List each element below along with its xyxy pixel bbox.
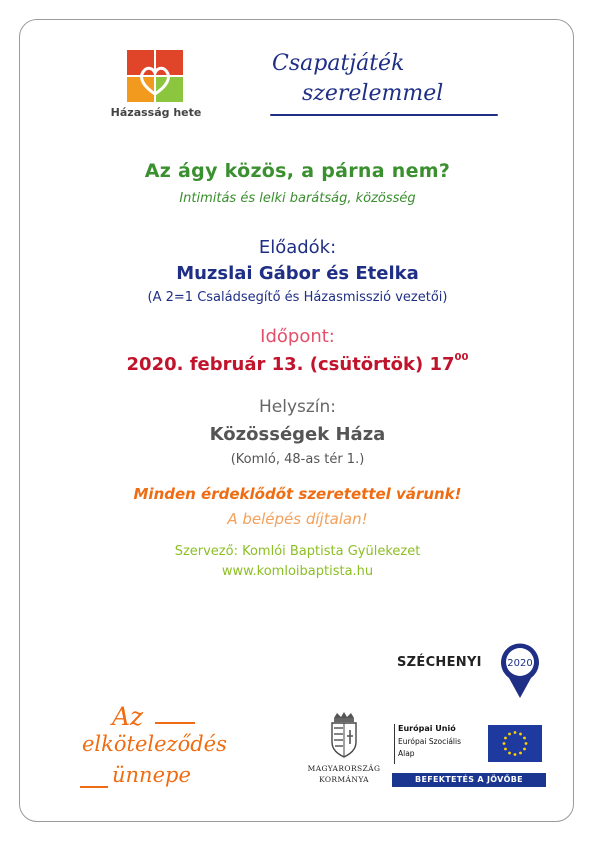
- eu-star: [514, 753, 517, 756]
- eu-star: [523, 748, 526, 751]
- eu-star: [508, 733, 511, 736]
- az-line-1: Az: [112, 702, 144, 731]
- organizer-text: Szervező: Komlói Baptista Gyülekezet: [174, 544, 421, 559]
- speakers-label: Előadók:: [258, 237, 337, 258]
- time-label: Időpont:: [260, 326, 335, 347]
- gov-line-1: MAGYARORSZÁG: [307, 764, 381, 773]
- eu-star: [508, 752, 511, 755]
- az-line-2: elköteleződés: [82, 732, 227, 756]
- event-time: [0, 354, 595, 375]
- eu-star: [504, 737, 507, 740]
- eu-star: [519, 733, 522, 736]
- szechenyi-pin-logo: [499, 642, 541, 700]
- hungary-coat-of-arms-icon: [327, 712, 361, 758]
- event-time-minutes: 00: [454, 352, 469, 363]
- eu-line-1: Európai Unió: [398, 724, 456, 733]
- eu-star: [503, 742, 506, 745]
- eu-flag-icon: [488, 725, 542, 762]
- gov-line-2: KORMÁNYA: [319, 775, 369, 784]
- az-line-3: ünnepe: [112, 763, 191, 787]
- eu-star: [523, 737, 526, 740]
- investment-banner: BEFEKTETÉS A JÖVŐBE: [392, 773, 546, 787]
- speakers-note: (A 2=1 Családsegítő és Házasmisszió vezetői): [147, 290, 448, 305]
- eu-line-2: Európai Szociális: [398, 737, 461, 746]
- szechenyi-label: SZÉCHENYI: [397, 655, 482, 670]
- slogan-line-2: szerelemmel: [302, 81, 444, 106]
- eu-star: [519, 752, 522, 755]
- event-subtitle: Intimitás és lelki barátság, közösség: [179, 191, 416, 206]
- szechenyi-year: 2020: [507, 658, 533, 669]
- az-dash-1: [155, 722, 195, 724]
- eu-line-3: Alap: [398, 749, 415, 758]
- slogan: [262, 49, 512, 109]
- speakers-names: Muzslai Gábor és Etelka: [176, 263, 419, 284]
- slogan-underline: [270, 114, 498, 116]
- government-label: [300, 763, 388, 785]
- az-dash-2: [80, 786, 108, 788]
- eu-star: [525, 742, 528, 745]
- event-time-main: 2020. február 13. (csütörtök) 17: [126, 354, 455, 375]
- venue-label: Helyszín:: [258, 397, 337, 417]
- logo-caption: Házasság hete: [110, 106, 202, 119]
- eu-star: [504, 748, 507, 751]
- slogan-line-1: Csapatjáték: [272, 51, 405, 76]
- website-link[interactable]: www.komloibaptista.hu: [221, 564, 374, 579]
- venue-address: (Komló, 48-as tér 1.): [230, 452, 365, 467]
- eu-separator: [394, 724, 395, 764]
- free-entry-text: A belépés díjtalan!: [227, 510, 368, 528]
- venue-name: Közösségek Háza: [209, 424, 386, 445]
- welcome-text: Minden érdeklődőt szeretettel várunk!: [133, 485, 462, 503]
- eu-star: [514, 731, 517, 734]
- marriage-week-logo: [125, 48, 185, 104]
- commitment-celebration-logo: [70, 702, 245, 802]
- event-title: Az ágy közös, a párna nem?: [144, 160, 451, 182]
